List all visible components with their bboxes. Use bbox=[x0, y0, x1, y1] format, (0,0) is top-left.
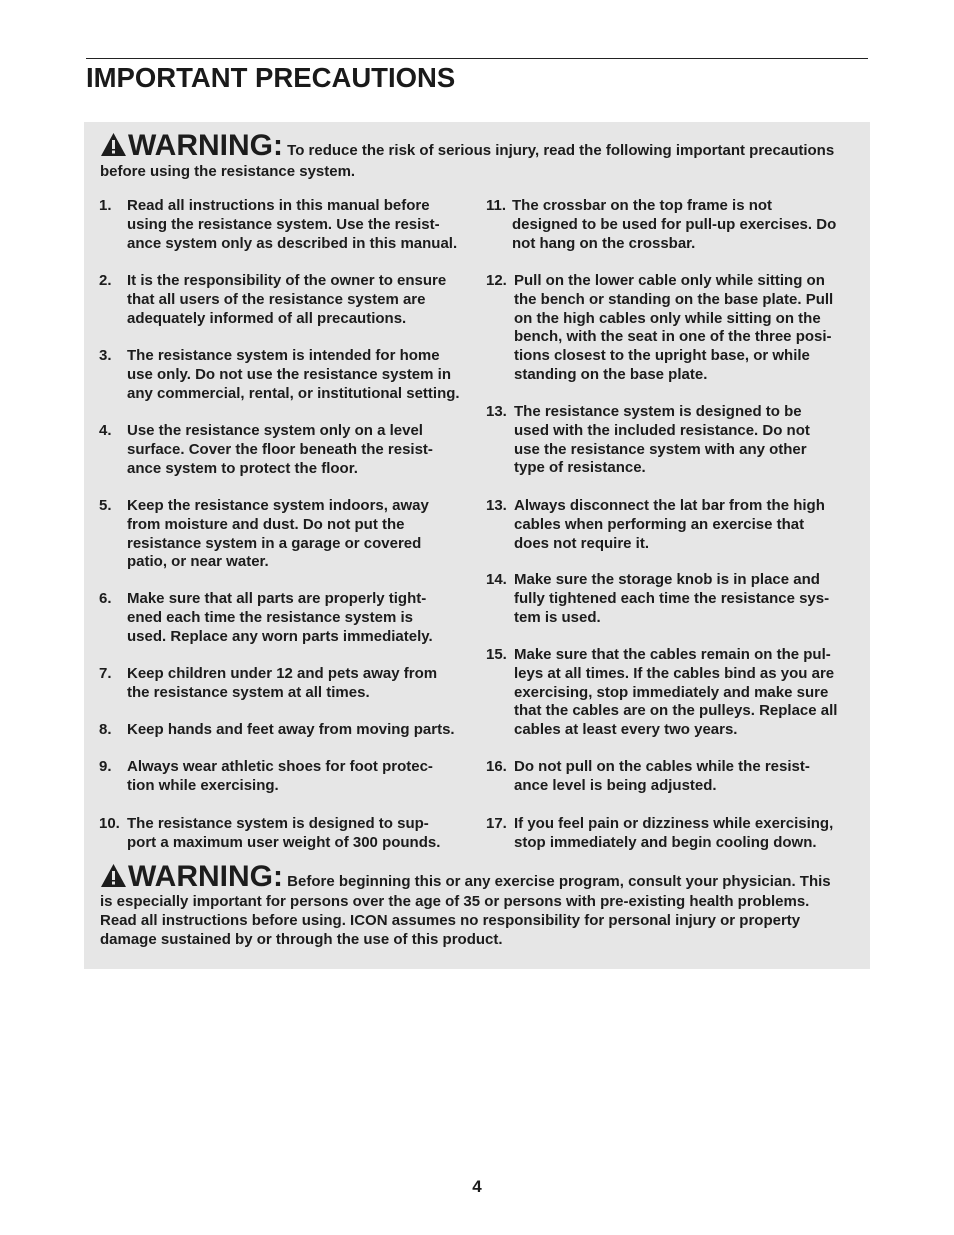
item-number: 14. bbox=[486, 571, 507, 588]
item-line: It is the responsibility of the owner to ensure bbox=[127, 272, 447, 289]
item-line: use the resistance system with any other bbox=[514, 440, 807, 458]
warning-text: Before beginning this or any exercise program, consult your physician. This bbox=[287, 873, 831, 890]
item-line: type of resistance. bbox=[514, 459, 646, 477]
item-text bbox=[127, 272, 446, 328]
warning-word: WARNING: bbox=[128, 860, 283, 893]
item-line: patio, or near water. bbox=[127, 553, 269, 571]
warning-text: is especially important for persons over the age of 35 or persons with pre-existing health problems. bbox=[100, 893, 810, 910]
item-line: standing on the base plate. bbox=[514, 365, 708, 383]
warning-text: damage sustained by or through the use of this product. bbox=[100, 931, 503, 948]
item-number: 15. bbox=[486, 646, 507, 663]
item-number: 8. bbox=[99, 721, 112, 738]
item-line: on the high cables only while sitting on the bbox=[514, 309, 821, 327]
item-line: tions closest to the upright base, or while bbox=[514, 347, 810, 364]
item-text bbox=[514, 758, 810, 796]
item-number: 4. bbox=[99, 422, 112, 439]
item-line: exercising, stop immediately and make sure bbox=[514, 683, 829, 701]
item-line: adequately informed of all precautions. bbox=[127, 309, 407, 327]
item-line: fully tightened each time the resistance sys- bbox=[514, 589, 830, 607]
item-line: Keep the resistance system indoors, away bbox=[127, 497, 429, 514]
item-number: 3. bbox=[99, 347, 112, 364]
item-line: the bench or standing on the base plate. Pull bbox=[514, 290, 834, 308]
item-line: not hang on the crossbar. bbox=[512, 234, 696, 252]
item-line: Always disconnect the lat bar from the high bbox=[514, 497, 825, 514]
top-rule bbox=[86, 58, 868, 59]
item-line: cables at least every two years. bbox=[514, 721, 738, 738]
item-line: The resistance system is designed to sup- bbox=[127, 815, 429, 832]
item-line: the resistance system at all times. bbox=[127, 683, 370, 701]
item-text bbox=[127, 758, 433, 796]
item-number: 9. bbox=[99, 758, 112, 775]
item-line: using the resistance system. Use the resist- bbox=[127, 215, 440, 233]
item-line: Keep children under 12 and pets away from bbox=[127, 665, 438, 682]
item-number: 13. bbox=[486, 403, 507, 420]
item-number: 13. bbox=[486, 497, 507, 514]
item-line: used with the included resistance. Do not bbox=[514, 421, 810, 439]
warning-triangle-icon bbox=[100, 863, 127, 888]
item-line: leys at all times. If the cables bind as you are bbox=[514, 664, 835, 682]
item-line: tem is used. bbox=[514, 608, 601, 626]
item-line: bench, with the seat in one of the three posi- bbox=[514, 328, 832, 346]
item-line: stop immediately and begin cooling down. bbox=[514, 833, 817, 851]
item-line: designed to be used for pull-up exercises. Do bbox=[512, 215, 837, 233]
item-line: cables when performing an exercise that bbox=[514, 515, 805, 533]
item-text bbox=[127, 815, 440, 853]
item-line: Make sure the storage knob is in place and bbox=[514, 571, 820, 588]
item-line: Make sure that the cables remain on the pul- bbox=[514, 646, 831, 663]
item-line: ance system only as described in this manual. bbox=[127, 234, 458, 252]
item-line: If you feel pain or dizziness while exercising, bbox=[514, 815, 834, 832]
item-number: 12. bbox=[486, 272, 507, 289]
warning-bottom-line-1 bbox=[100, 862, 862, 892]
item-text bbox=[127, 497, 429, 572]
item-text bbox=[514, 272, 833, 385]
item-number: 2. bbox=[99, 272, 112, 289]
item-line: tion while exercising. bbox=[127, 776, 279, 794]
warning-bottom bbox=[100, 862, 862, 949]
item-line: does not require it. bbox=[514, 534, 650, 552]
item-number: 6. bbox=[99, 590, 112, 607]
item-text bbox=[127, 721, 455, 740]
item-number: 1. bbox=[99, 197, 112, 214]
item-line: Make sure that all parts are properly tight- bbox=[127, 590, 427, 607]
item-text bbox=[514, 571, 829, 627]
item-number: 11. bbox=[486, 197, 507, 214]
item-line: any commercial, rental, or institutional setting. bbox=[127, 384, 460, 402]
item-line: used. Replace any worn parts immediately. bbox=[127, 627, 433, 645]
item-line: Read all instructions in this manual before bbox=[127, 197, 430, 214]
page-title: IMPORTANT PRECAUTIONS bbox=[86, 62, 456, 93]
item-line: use only. Do not use the resistance system in bbox=[127, 365, 451, 383]
item-text bbox=[127, 347, 460, 403]
item-line: ened each time the resistance system is bbox=[127, 608, 413, 626]
item-text bbox=[127, 665, 437, 703]
item-number: 7. bbox=[99, 665, 112, 682]
item-number: 17. bbox=[486, 815, 507, 832]
item-line: The crossbar on the top frame is not bbox=[512, 197, 773, 214]
item-line: from moisture and dust. Do not put the bbox=[127, 515, 405, 533]
warning-text: To reduce the risk of serious injury, read the following important precautions bbox=[287, 142, 835, 159]
warning-top bbox=[100, 131, 862, 181]
warning-word: WARNING: bbox=[128, 129, 283, 162]
item-line: Always wear athletic shoes for foot protec- bbox=[127, 758, 433, 775]
item-text bbox=[127, 197, 457, 253]
item-text bbox=[514, 646, 837, 740]
item-line: ance level is being adjusted. bbox=[514, 776, 717, 794]
item-line: port a maximum user weight of 300 pounds. bbox=[127, 833, 441, 851]
item-number: 5. bbox=[99, 497, 112, 514]
item-number: 10. bbox=[99, 815, 120, 832]
item-line: ance system to protect the floor. bbox=[127, 459, 358, 477]
warning-triangle-icon bbox=[100, 132, 127, 157]
item-line: Use the resistance system only on a level bbox=[127, 422, 423, 439]
item-number: 16. bbox=[486, 758, 507, 775]
item-line: that the cables are on the pulleys. Replace all bbox=[514, 702, 838, 720]
item-line: resistance system in a garage or covered bbox=[127, 534, 422, 552]
page-number: 4 bbox=[472, 1177, 482, 1196]
item-text bbox=[127, 422, 433, 478]
item-text bbox=[514, 815, 833, 853]
item-line: Keep hands and feet away from moving parts. bbox=[127, 721, 455, 738]
item-line: The resistance system is designed to be bbox=[514, 403, 802, 420]
item-line: Do not pull on the cables while the resist- bbox=[514, 758, 810, 775]
warning-text: Read all instructions before using. ICON assumes no responsibility for personal injury or property bbox=[100, 912, 801, 929]
warning-top-line-1 bbox=[100, 131, 862, 161]
warning-text: before using the resistance system. bbox=[100, 163, 356, 180]
item-line: The resistance system is intended for home bbox=[127, 347, 440, 364]
item-line: that all users of the resistance system are bbox=[127, 290, 426, 308]
item-text bbox=[514, 497, 825, 553]
item-line: surface. Cover the floor beneath the resist- bbox=[127, 440, 433, 458]
item-text bbox=[514, 403, 810, 478]
item-text bbox=[127, 590, 433, 646]
item-line: Pull on the lower cable only while sitting on bbox=[514, 272, 825, 289]
item-text bbox=[512, 197, 836, 253]
